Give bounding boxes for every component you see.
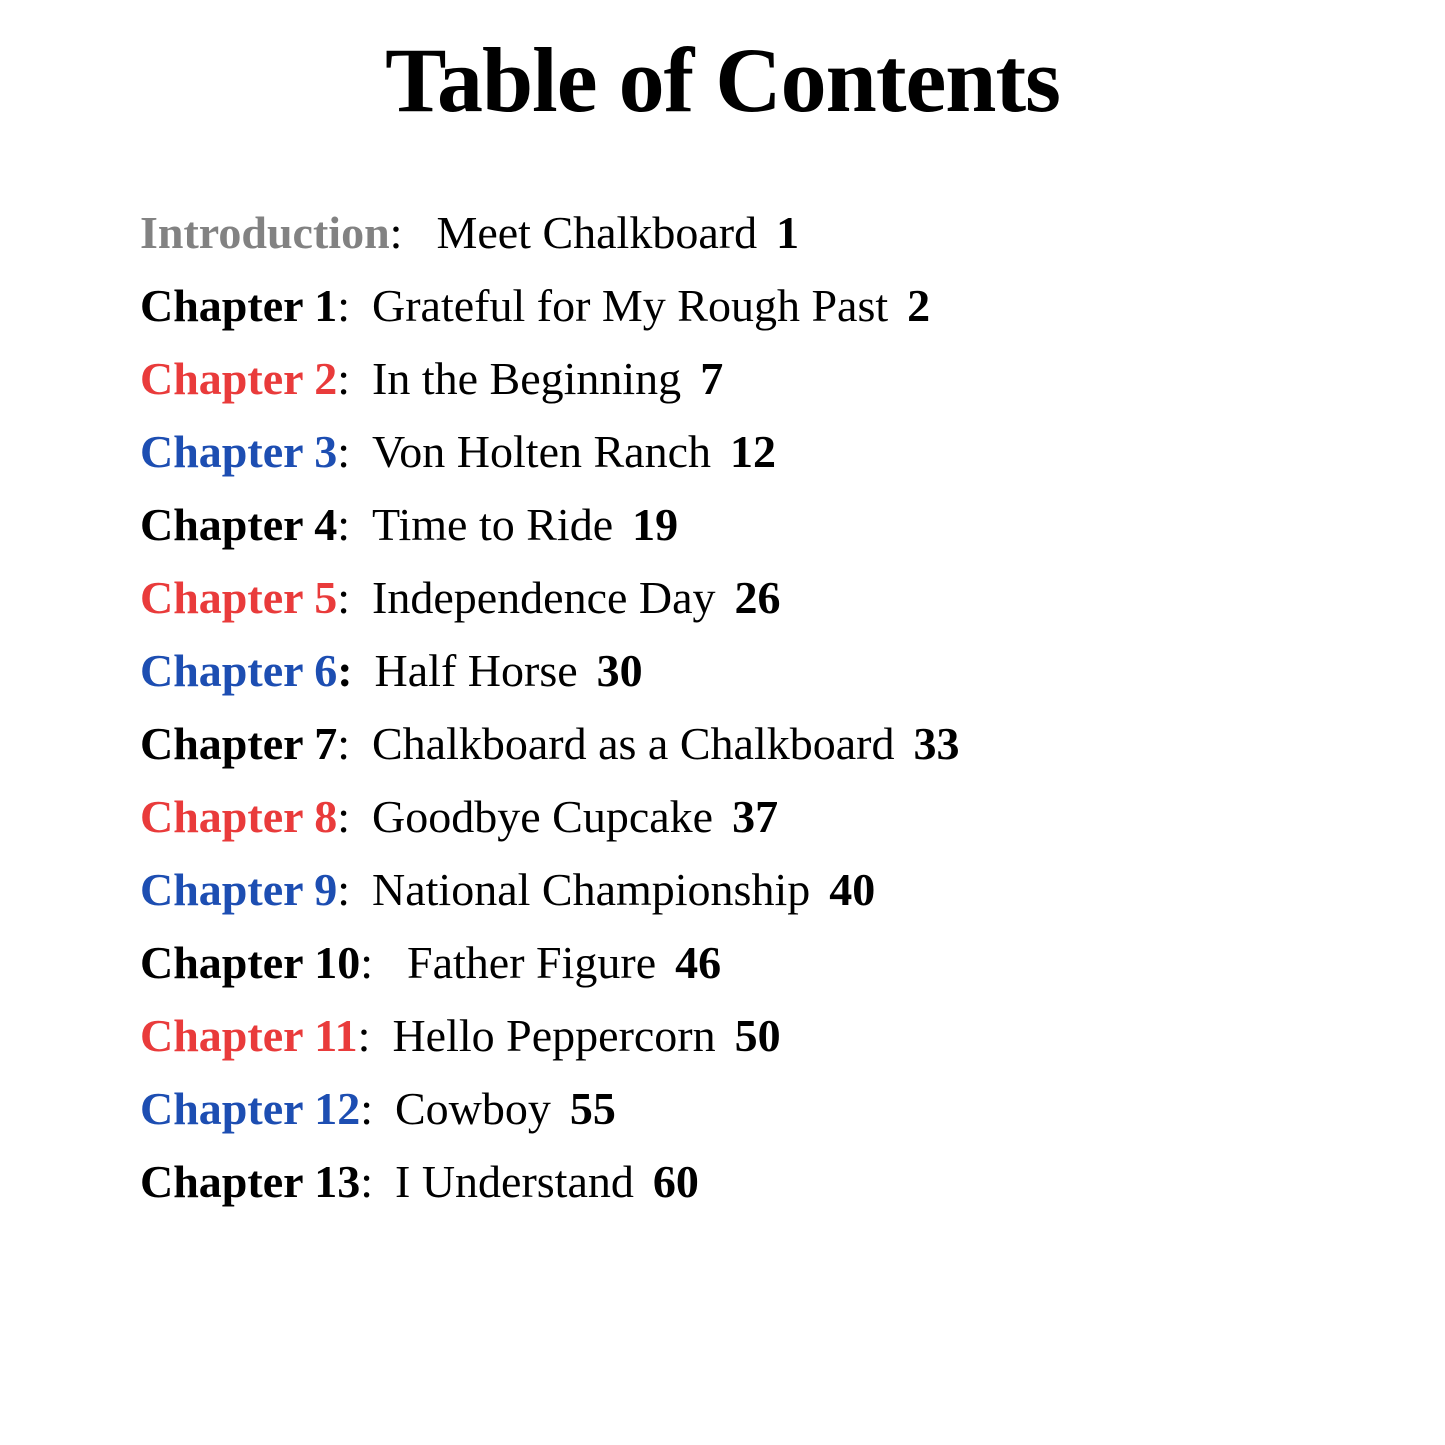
entry-title: Father Figure <box>407 936 657 988</box>
entry-label: Chapter 8 <box>140 790 338 842</box>
entry-title: Meet Chalkboard <box>436 206 758 258</box>
entry-page-number: 30 <box>596 644 643 696</box>
entry-colon: : <box>389 206 403 258</box>
entry-label: Chapter 13 <box>140 1155 361 1207</box>
entry-title: Independence Day <box>372 571 716 623</box>
entry-page-number: 2 <box>907 279 931 331</box>
entry-page-number: 26 <box>734 571 781 623</box>
entry-colon: : <box>357 1009 371 1061</box>
entry-colon: : <box>360 1082 373 1134</box>
entry-title: Grateful for My Rough Past <box>372 279 889 331</box>
entry-colon: : <box>337 863 350 915</box>
entry-page-number: 33 <box>913 717 960 769</box>
toc-entry <box>140 415 1445 488</box>
toc-entry <box>140 269 1445 342</box>
entry-page-number: 55 <box>569 1082 616 1134</box>
toc-entry <box>140 853 1445 926</box>
entry-label: Chapter 10 <box>140 936 361 988</box>
entry-label: Chapter 4 <box>140 498 338 550</box>
entry-colon: : <box>337 498 350 550</box>
entry-title: Von Holten Ranch <box>372 425 712 477</box>
toc-entry <box>140 926 1445 999</box>
toc-entry <box>140 1072 1445 1145</box>
toc-entry <box>140 561 1445 634</box>
entry-page-number: 12 <box>730 425 777 477</box>
entry-title: Half Horse <box>374 644 578 696</box>
entry-label: Chapter 11 <box>140 1009 358 1061</box>
entry-page-number: 37 <box>732 790 779 842</box>
entry-title: In the Beginning <box>372 352 682 404</box>
entry-label: Chapter 6 <box>140 644 338 696</box>
entry-title: Goodbye Cupcake <box>372 790 714 842</box>
entry-colon: : <box>337 425 350 477</box>
toc-entry <box>140 1145 1445 1218</box>
entry-title: National Championship <box>372 863 811 915</box>
entry-label: Introduction <box>140 206 390 258</box>
entry-title: Chalkboard as a Chalkboard <box>372 717 895 769</box>
entry-page-number: 19 <box>632 498 679 550</box>
entry-colon: : <box>337 644 353 696</box>
entry-title: Time to Ride <box>372 498 614 550</box>
entry-title: Cowboy <box>395 1082 551 1134</box>
entry-title: Hello Peppercorn <box>392 1009 716 1061</box>
entry-page-number: 60 <box>652 1155 699 1207</box>
entry-label: Chapter 5 <box>140 571 338 623</box>
entry-colon: : <box>337 571 350 623</box>
entry-label: Chapter 3 <box>140 425 338 477</box>
entry-label: Chapter 2 <box>140 352 338 404</box>
entry-label: Chapter 9 <box>140 863 338 915</box>
entry-page-number: 7 <box>700 352 724 404</box>
entry-label: Chapter 1 <box>140 279 338 331</box>
entry-colon: : <box>360 1155 373 1207</box>
page-title: Table of Contents <box>385 29 1060 131</box>
toc-entry <box>140 780 1445 853</box>
entry-page-number: 46 <box>675 936 722 988</box>
toc-entry <box>140 488 1445 561</box>
entry-title: I Understand <box>395 1155 634 1207</box>
entry-page-number: 50 <box>734 1009 781 1061</box>
entry-colon: : <box>337 352 350 404</box>
entry-colon: : <box>337 790 350 842</box>
entry-colon: : <box>360 936 373 988</box>
toc-entry <box>140 634 1445 707</box>
toc-entry <box>140 196 1445 269</box>
toc-list <box>0 134 1445 1218</box>
toc-entry <box>140 342 1445 415</box>
toc-entry <box>140 999 1445 1072</box>
entry-page-number: 1 <box>776 206 800 258</box>
entry-colon: : <box>337 279 350 331</box>
entry-label: Chapter 7 <box>140 717 338 769</box>
entry-page-number: 40 <box>829 863 876 915</box>
entry-label: Chapter 12 <box>140 1082 361 1134</box>
entry-colon: : <box>337 717 350 769</box>
toc-entry <box>140 707 1445 780</box>
